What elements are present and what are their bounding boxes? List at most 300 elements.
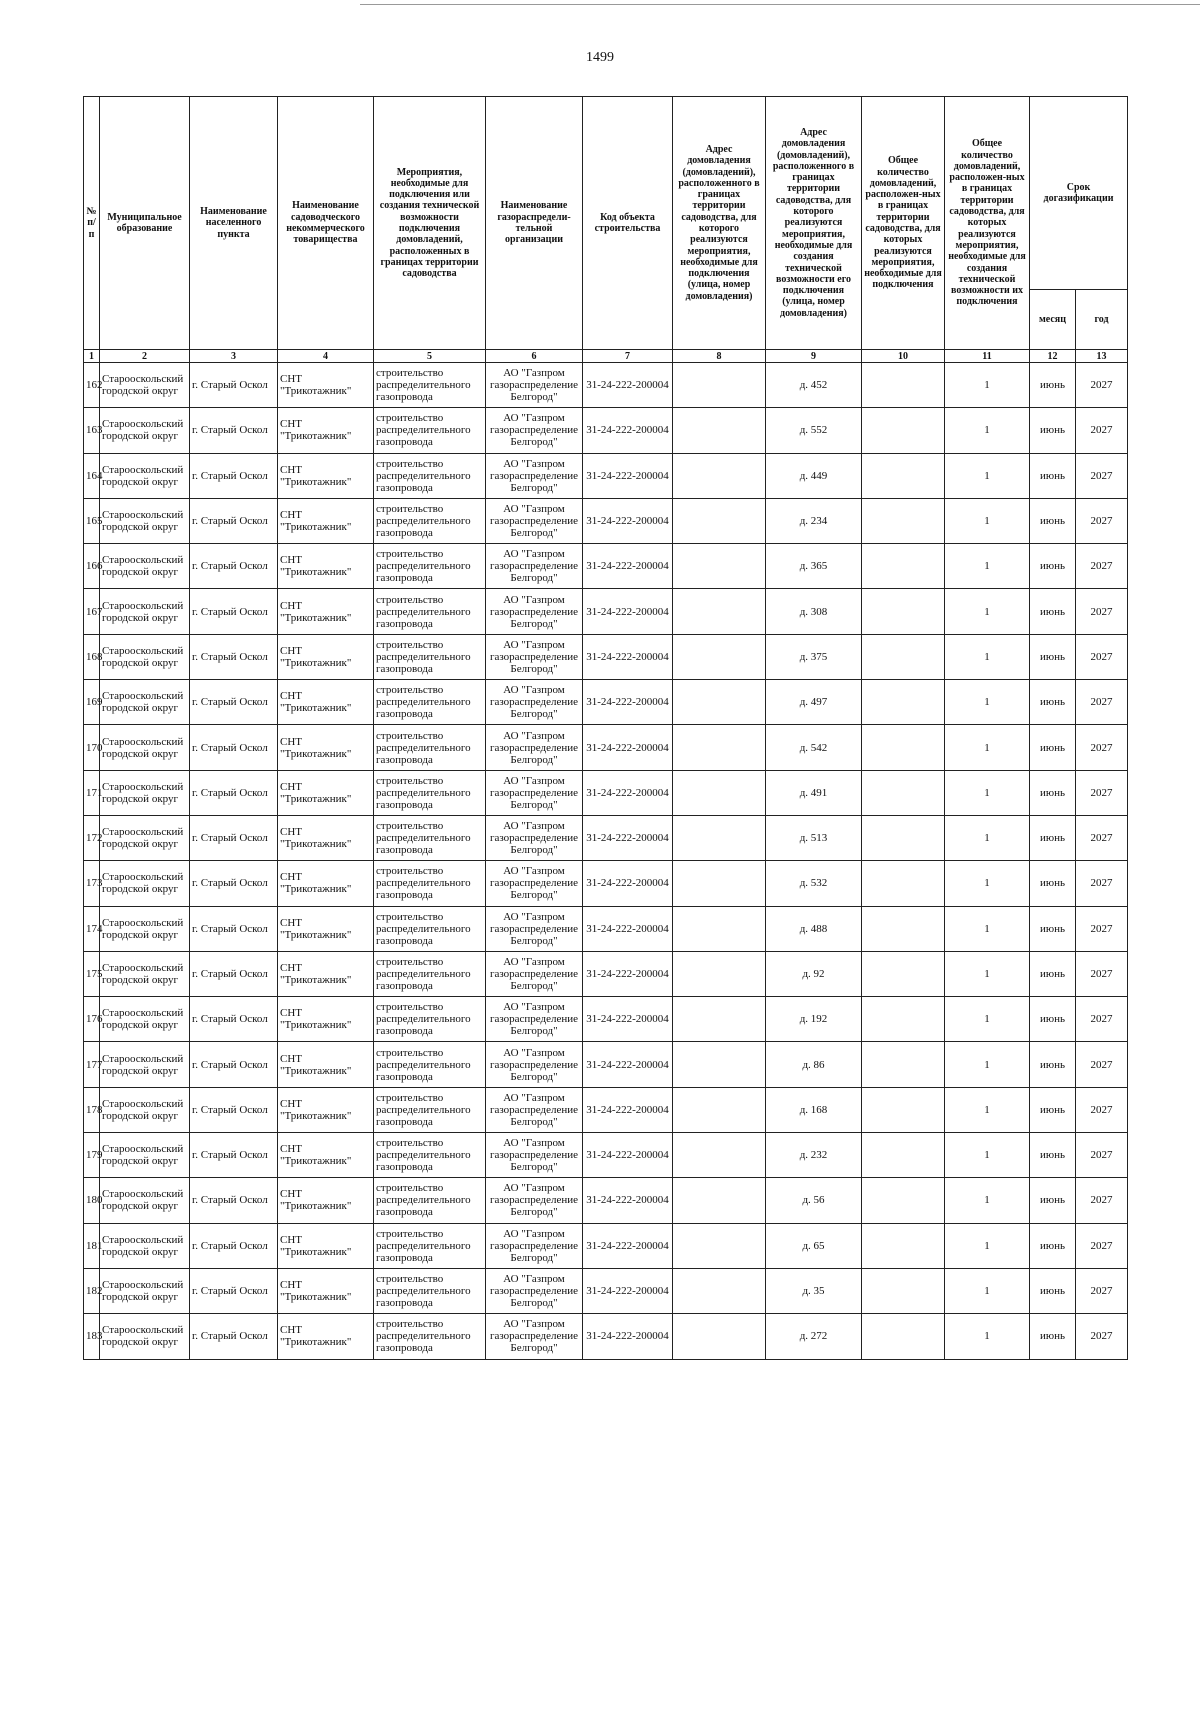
address-connection-cell <box>673 589 766 634</box>
gas-org-cell: АО "Газпром газораспределение Белгород" <box>486 906 583 951</box>
table-row <box>84 1178 1128 1223</box>
municipality-cell: Старооскольский городской округ <box>100 725 190 770</box>
table-row <box>84 906 1128 951</box>
count-connection-cell <box>862 1314 945 1359</box>
column-number-row <box>84 350 1128 363</box>
address-capacity-cell: д. 375 <box>766 634 862 679</box>
count-capacity-cell: 1 <box>945 634 1030 679</box>
works-cell: строительство распределительного газопровода <box>374 453 486 498</box>
row-number: 183 <box>84 1314 100 1359</box>
municipality-cell: Старооскольский городской округ <box>100 1133 190 1178</box>
snt-cell: СНТ "Трикотажник" <box>278 1133 374 1178</box>
row-number: 163 <box>84 408 100 453</box>
address-connection-cell <box>673 861 766 906</box>
gas-org-cell: АО "Газпром газораспределение Белгород" <box>486 1314 583 1359</box>
address-capacity-cell: д. 449 <box>766 453 862 498</box>
address-capacity-cell: д. 308 <box>766 589 862 634</box>
column-number: 4 <box>278 350 374 363</box>
table-row <box>84 815 1128 860</box>
snt-cell: СНТ "Трикотажник" <box>278 453 374 498</box>
count-capacity-cell: 1 <box>945 725 1030 770</box>
object-code-cell: 31-24-222-200004 <box>583 1133 673 1178</box>
month-cell: июнь <box>1030 453 1076 498</box>
gas-org-cell: АО "Газпром газораспределение Белгород" <box>486 815 583 860</box>
table-row <box>84 1314 1128 1359</box>
snt-cell: СНТ "Трикотажник" <box>278 1223 374 1268</box>
table-row <box>84 1042 1128 1087</box>
gas-org-cell: АО "Газпром газораспределение Белгород" <box>486 363 583 408</box>
settlement-cell: г. Старый Оскол <box>190 1042 278 1087</box>
table-row <box>84 680 1128 725</box>
address-connection-cell <box>673 453 766 498</box>
table-row <box>84 544 1128 589</box>
snt-cell: СНТ "Трикотажник" <box>278 680 374 725</box>
count-capacity-cell: 1 <box>945 1042 1030 1087</box>
works-cell: строительство распределительного газопровода <box>374 1268 486 1313</box>
column-number: 2 <box>100 350 190 363</box>
gas-org-cell: АО "Газпром газораспределение Белгород" <box>486 951 583 996</box>
works-cell: строительство распределительного газопровода <box>374 997 486 1042</box>
count-capacity-cell: 1 <box>945 1133 1030 1178</box>
gas-org-cell: АО "Газпром газораспределение Белгород" <box>486 725 583 770</box>
count-connection-cell <box>862 1087 945 1132</box>
table-row <box>84 1268 1128 1313</box>
scan-top-rule <box>360 4 1200 5</box>
municipality-cell: Старооскольский городской округ <box>100 498 190 543</box>
gas-org-cell: АО "Газпром газораспределение Белгород" <box>486 1178 583 1223</box>
month-cell: июнь <box>1030 861 1076 906</box>
address-connection-cell <box>673 408 766 453</box>
count-connection-cell <box>862 1268 945 1313</box>
header-num: № п/п <box>84 97 100 350</box>
object-code-cell: 31-24-222-200004 <box>583 861 673 906</box>
table-row <box>84 951 1128 996</box>
works-cell: строительство распределительного газопровода <box>374 906 486 951</box>
address-connection-cell <box>673 363 766 408</box>
address-capacity-cell: д. 497 <box>766 680 862 725</box>
address-capacity-cell: д. 192 <box>766 997 862 1042</box>
municipality-cell: Старооскольский городской округ <box>100 1223 190 1268</box>
works-cell: строительство распределительного газопровода <box>374 861 486 906</box>
row-number: 176 <box>84 997 100 1042</box>
municipality-cell: Старооскольский городской округ <box>100 453 190 498</box>
table-row <box>84 997 1128 1042</box>
address-connection-cell <box>673 1223 766 1268</box>
works-cell: строительство распределительного газопровода <box>374 1133 486 1178</box>
address-connection-cell <box>673 634 766 679</box>
count-connection-cell <box>862 815 945 860</box>
municipality-cell: Старооскольский городской округ <box>100 770 190 815</box>
object-code-cell: 31-24-222-200004 <box>583 997 673 1042</box>
settlement-cell: г. Старый Оскол <box>190 498 278 543</box>
address-connection-cell <box>673 1133 766 1178</box>
address-capacity-cell: д. 488 <box>766 906 862 951</box>
settlement-cell: г. Старый Оскол <box>190 906 278 951</box>
municipality-cell: Старооскольский городской округ <box>100 680 190 725</box>
year-cell: 2027 <box>1076 951 1128 996</box>
row-number: 164 <box>84 453 100 498</box>
settlement-cell: г. Старый Оскол <box>190 1314 278 1359</box>
works-cell: строительство распределительного газопровода <box>374 1042 486 1087</box>
count-capacity-cell: 1 <box>945 453 1030 498</box>
row-number: 181 <box>84 1223 100 1268</box>
works-cell: строительство распределительного газопровода <box>374 498 486 543</box>
header-row-1 <box>84 97 1128 290</box>
row-number: 168 <box>84 634 100 679</box>
address-capacity-cell: д. 552 <box>766 408 862 453</box>
address-connection-cell <box>673 498 766 543</box>
address-connection-cell <box>673 770 766 815</box>
object-code-cell: 31-24-222-200004 <box>583 1268 673 1313</box>
gas-org-cell: АО "Газпром газораспределение Белгород" <box>486 1087 583 1132</box>
header-term: Срок догазификации <box>1030 97 1128 290</box>
column-number: 7 <box>583 350 673 363</box>
column-number: 1 <box>84 350 100 363</box>
month-cell: июнь <box>1030 498 1076 543</box>
year-cell: 2027 <box>1076 634 1128 679</box>
municipality-cell: Старооскольский городской округ <box>100 1178 190 1223</box>
works-cell: строительство распределительного газопровода <box>374 725 486 770</box>
table-row <box>84 589 1128 634</box>
header-count-capacity: Общее количество домовладений, расположен-ных в границах территории садоводства, для которых реализуются мероприятия, необходимые для создания технической возможности их подключения <box>945 97 1030 350</box>
count-capacity-cell: 1 <box>945 589 1030 634</box>
settlement-cell: г. Старый Оскол <box>190 1087 278 1132</box>
count-connection-cell <box>862 680 945 725</box>
snt-cell: СНТ "Трикотажник" <box>278 770 374 815</box>
row-number: 182 <box>84 1268 100 1313</box>
works-cell: строительство распределительного газопровода <box>374 634 486 679</box>
address-capacity-cell: д. 542 <box>766 725 862 770</box>
year-cell: 2027 <box>1076 1268 1128 1313</box>
year-cell: 2027 <box>1076 861 1128 906</box>
snt-cell: СНТ "Трикотажник" <box>278 1268 374 1313</box>
municipality-cell: Старооскольский городской округ <box>100 634 190 679</box>
gas-org-cell: АО "Газпром газораспределение Белгород" <box>486 634 583 679</box>
municipality-cell: Старооскольский городской округ <box>100 1268 190 1313</box>
year-cell: 2027 <box>1076 1178 1128 1223</box>
count-capacity-cell: 1 <box>945 951 1030 996</box>
column-number: 9 <box>766 350 862 363</box>
year-cell: 2027 <box>1076 680 1128 725</box>
works-cell: строительство распределительного газопровода <box>374 408 486 453</box>
settlement-cell: г. Старый Оскол <box>190 1133 278 1178</box>
header-works: Мероприятия, необходимые для подключения или создания технической возможности подключения домовладений, расположенных в границах территории садоводства <box>374 97 486 350</box>
settlement-cell: г. Старый Оскол <box>190 634 278 679</box>
year-cell: 2027 <box>1076 363 1128 408</box>
column-number: 11 <box>945 350 1030 363</box>
gas-org-cell: АО "Газпром газораспределение Белгород" <box>486 453 583 498</box>
municipality-cell: Старооскольский городской округ <box>100 906 190 951</box>
count-capacity-cell: 1 <box>945 1268 1030 1313</box>
year-cell: 2027 <box>1076 1133 1128 1178</box>
address-capacity-cell: д. 513 <box>766 815 862 860</box>
address-capacity-cell: д. 168 <box>766 1087 862 1132</box>
table-row <box>84 634 1128 679</box>
month-cell: июнь <box>1030 544 1076 589</box>
settlement-cell: г. Старый Оскол <box>190 861 278 906</box>
count-capacity-cell: 1 <box>945 1314 1030 1359</box>
gas-org-cell: АО "Газпром газораспределение Белгород" <box>486 1133 583 1178</box>
table-row <box>84 861 1128 906</box>
gas-org-cell: АО "Газпром газораспределение Белгород" <box>486 1223 583 1268</box>
address-connection-cell <box>673 997 766 1042</box>
settlement-cell: г. Старый Оскол <box>190 770 278 815</box>
month-cell: июнь <box>1030 1223 1076 1268</box>
table-row <box>84 453 1128 498</box>
snt-cell: СНТ "Трикотажник" <box>278 589 374 634</box>
settlement-cell: г. Старый Оскол <box>190 408 278 453</box>
column-number: 12 <box>1030 350 1076 363</box>
month-cell: июнь <box>1030 1133 1076 1178</box>
month-cell: июнь <box>1030 906 1076 951</box>
snt-cell: СНТ "Трикотажник" <box>278 498 374 543</box>
address-capacity-cell: д. 272 <box>766 1314 862 1359</box>
column-number: 13 <box>1076 350 1128 363</box>
snt-cell: СНТ "Трикотажник" <box>278 951 374 996</box>
column-number: 8 <box>673 350 766 363</box>
snt-cell: СНТ "Трикотажник" <box>278 861 374 906</box>
count-capacity-cell: 1 <box>945 1178 1030 1223</box>
works-cell: строительство распределительного газопровода <box>374 589 486 634</box>
month-cell: июнь <box>1030 680 1076 725</box>
address-connection-cell <box>673 544 766 589</box>
snt-cell: СНТ "Трикотажник" <box>278 408 374 453</box>
header-gas-org: Наименование газораспредели-тельной организации <box>486 97 583 350</box>
count-capacity-cell: 1 <box>945 815 1030 860</box>
gas-org-cell: АО "Газпром газораспределение Белгород" <box>486 861 583 906</box>
works-cell: строительство распределительного газопровода <box>374 1314 486 1359</box>
header-year: год <box>1076 290 1128 350</box>
count-capacity-cell: 1 <box>945 498 1030 543</box>
snt-cell: СНТ "Трикотажник" <box>278 1042 374 1087</box>
count-connection-cell <box>862 1223 945 1268</box>
count-capacity-cell: 1 <box>945 1223 1030 1268</box>
gas-org-cell: АО "Газпром газораспределение Белгород" <box>486 498 583 543</box>
year-cell: 2027 <box>1076 544 1128 589</box>
month-cell: июнь <box>1030 363 1076 408</box>
count-connection-cell <box>862 951 945 996</box>
object-code-cell: 31-24-222-200004 <box>583 815 673 860</box>
count-capacity-cell: 1 <box>945 906 1030 951</box>
works-cell: строительство распределительного газопровода <box>374 1223 486 1268</box>
address-capacity-cell: д. 365 <box>766 544 862 589</box>
address-capacity-cell: д. 452 <box>766 363 862 408</box>
address-connection-cell <box>673 1268 766 1313</box>
object-code-cell: 31-24-222-200004 <box>583 498 673 543</box>
address-connection-cell <box>673 680 766 725</box>
month-cell: июнь <box>1030 1314 1076 1359</box>
municipality-cell: Старооскольский городской округ <box>100 1042 190 1087</box>
object-code-cell: 31-24-222-200004 <box>583 1042 673 1087</box>
object-code-cell: 31-24-222-200004 <box>583 680 673 725</box>
year-cell: 2027 <box>1076 770 1128 815</box>
year-cell: 2027 <box>1076 1223 1128 1268</box>
month-cell: июнь <box>1030 770 1076 815</box>
gas-org-cell: АО "Газпром газораспределение Белгород" <box>486 408 583 453</box>
municipality-cell: Старооскольский городской округ <box>100 544 190 589</box>
table-row <box>84 770 1128 815</box>
count-connection-cell <box>862 770 945 815</box>
year-cell: 2027 <box>1076 498 1128 543</box>
table-row <box>84 498 1128 543</box>
month-cell: июнь <box>1030 1042 1076 1087</box>
page-number: 1499 <box>586 50 614 65</box>
month-cell: июнь <box>1030 1268 1076 1313</box>
year-cell: 2027 <box>1076 1042 1128 1087</box>
address-capacity-cell: д. 65 <box>766 1223 862 1268</box>
count-connection-cell <box>862 1133 945 1178</box>
settlement-cell: г. Старый Оскол <box>190 815 278 860</box>
table-row <box>84 408 1128 453</box>
year-cell: 2027 <box>1076 815 1128 860</box>
object-code-cell: 31-24-222-200004 <box>583 1223 673 1268</box>
snt-cell: СНТ "Трикотажник" <box>278 1314 374 1359</box>
row-number: 175 <box>84 951 100 996</box>
header-object-code: Код объекта строительства <box>583 97 673 350</box>
month-cell: июнь <box>1030 634 1076 679</box>
month-cell: июнь <box>1030 408 1076 453</box>
count-capacity-cell: 1 <box>945 544 1030 589</box>
snt-cell: СНТ "Трикотажник" <box>278 815 374 860</box>
year-cell: 2027 <box>1076 725 1128 770</box>
count-capacity-cell: 1 <box>945 1087 1030 1132</box>
works-cell: строительство распределительного газопровода <box>374 680 486 725</box>
count-connection-cell <box>862 1178 945 1223</box>
year-cell: 2027 <box>1076 997 1128 1042</box>
snt-cell: СНТ "Трикотажник" <box>278 997 374 1042</box>
row-number: 173 <box>84 861 100 906</box>
row-number: 178 <box>84 1087 100 1132</box>
settlement-cell: г. Старый Оскол <box>190 951 278 996</box>
count-connection-cell <box>862 634 945 679</box>
count-connection-cell <box>862 589 945 634</box>
object-code-cell: 31-24-222-200004 <box>583 1087 673 1132</box>
settlement-cell: г. Старый Оскол <box>190 544 278 589</box>
column-number: 5 <box>374 350 486 363</box>
settlement-cell: г. Старый Оскол <box>190 997 278 1042</box>
settlement-cell: г. Старый Оскол <box>190 363 278 408</box>
year-cell: 2027 <box>1076 1314 1128 1359</box>
column-number: 10 <box>862 350 945 363</box>
works-cell: строительство распределительного газопровода <box>374 815 486 860</box>
count-capacity-cell: 1 <box>945 680 1030 725</box>
address-capacity-cell: д. 532 <box>766 861 862 906</box>
object-code-cell: 31-24-222-200004 <box>583 589 673 634</box>
count-connection-cell <box>862 861 945 906</box>
address-connection-cell <box>673 1178 766 1223</box>
row-number: 180 <box>84 1178 100 1223</box>
address-connection-cell <box>673 1042 766 1087</box>
gas-org-cell: АО "Газпром газораспределение Белгород" <box>486 997 583 1042</box>
snt-cell: СНТ "Трикотажник" <box>278 363 374 408</box>
municipality-cell: Старооскольский городской округ <box>100 408 190 453</box>
works-cell: строительство распределительного газопровода <box>374 1087 486 1132</box>
address-capacity-cell: д. 35 <box>766 1268 862 1313</box>
count-connection-cell <box>862 1042 945 1087</box>
object-code-cell: 31-24-222-200004 <box>583 408 673 453</box>
settlement-cell: г. Старый Оскол <box>190 1268 278 1313</box>
settlement-cell: г. Старый Оскол <box>190 1223 278 1268</box>
column-number: 3 <box>190 350 278 363</box>
count-capacity-cell: 1 <box>945 363 1030 408</box>
row-number: 171 <box>84 770 100 815</box>
address-capacity-cell: д. 92 <box>766 951 862 996</box>
count-connection-cell <box>862 453 945 498</box>
row-number: 172 <box>84 815 100 860</box>
count-capacity-cell: 1 <box>945 770 1030 815</box>
row-number: 167 <box>84 589 100 634</box>
address-connection-cell <box>673 951 766 996</box>
count-capacity-cell: 1 <box>945 997 1030 1042</box>
gas-org-cell: АО "Газпром газораспределение Белгород" <box>486 1042 583 1087</box>
works-cell: строительство распределительного газопровода <box>374 544 486 589</box>
header-month: месяц <box>1030 290 1076 350</box>
month-cell: июнь <box>1030 997 1076 1042</box>
gas-org-cell: АО "Газпром газораспределение Белгород" <box>486 770 583 815</box>
object-code-cell: 31-24-222-200004 <box>583 725 673 770</box>
month-cell: июнь <box>1030 1087 1076 1132</box>
snt-cell: СНТ "Трикотажник" <box>278 1087 374 1132</box>
gas-org-cell: АО "Газпром газораспределение Белгород" <box>486 589 583 634</box>
works-cell: строительство распределительного газопровода <box>374 1178 486 1223</box>
row-number: 179 <box>84 1133 100 1178</box>
address-capacity-cell: д. 56 <box>766 1178 862 1223</box>
year-cell: 2027 <box>1076 906 1128 951</box>
address-connection-cell <box>673 1087 766 1132</box>
header-count-connection: Общее количество домовладений, расположен-ных в границах территории садоводства, для которых реализуются мероприятия, необходимые для подключения <box>862 97 945 350</box>
month-cell: июнь <box>1030 951 1076 996</box>
count-connection-cell <box>862 997 945 1042</box>
object-code-cell: 31-24-222-200004 <box>583 363 673 408</box>
table-row <box>84 363 1128 408</box>
settlement-cell: г. Старый Оскол <box>190 725 278 770</box>
municipality-cell: Старооскольский городской округ <box>100 1087 190 1132</box>
year-cell: 2027 <box>1076 408 1128 453</box>
row-number: 174 <box>84 906 100 951</box>
header-address-capacity: Адрес домовладения (домовладений), расположенного в границах территории садоводства, для которого реализуются мероприятия, необходимые для создания технической возможности его подключения (улица, номер домовладения) <box>766 97 862 350</box>
object-code-cell: 31-24-222-200004 <box>583 634 673 679</box>
address-connection-cell <box>673 1314 766 1359</box>
municipality-cell: Старооскольский городской округ <box>100 1314 190 1359</box>
municipality-cell: Старооскольский городской округ <box>100 363 190 408</box>
object-code-cell: 31-24-222-200004 <box>583 544 673 589</box>
column-number: 6 <box>486 350 583 363</box>
month-cell: июнь <box>1030 1178 1076 1223</box>
works-cell: строительство распределительного газопровода <box>374 951 486 996</box>
count-connection-cell <box>862 725 945 770</box>
municipality-cell: Старооскольский городской округ <box>100 589 190 634</box>
gas-org-cell: АО "Газпром газораспределение Белгород" <box>486 1268 583 1313</box>
object-code-cell: 31-24-222-200004 <box>583 906 673 951</box>
snt-cell: СНТ "Трикотажник" <box>278 1178 374 1223</box>
snt-cell: СНТ "Трикотажник" <box>278 544 374 589</box>
header-snt: Наименование садоводческого некоммерческого товарищества <box>278 97 374 350</box>
month-cell: июнь <box>1030 815 1076 860</box>
count-connection-cell <box>862 408 945 453</box>
count-connection-cell <box>862 906 945 951</box>
works-cell: строительство распределительного газопровода <box>374 770 486 815</box>
row-number: 166 <box>84 544 100 589</box>
table-row <box>84 725 1128 770</box>
header-settlement: Наименование населенного пункта <box>190 97 278 350</box>
year-cell: 2027 <box>1076 1087 1128 1132</box>
address-connection-cell <box>673 906 766 951</box>
count-capacity-cell: 1 <box>945 408 1030 453</box>
settlement-cell: г. Старый Оскол <box>190 589 278 634</box>
row-number: 162 <box>84 363 100 408</box>
row-number: 177 <box>84 1042 100 1087</box>
settlement-cell: г. Старый Оскол <box>190 453 278 498</box>
